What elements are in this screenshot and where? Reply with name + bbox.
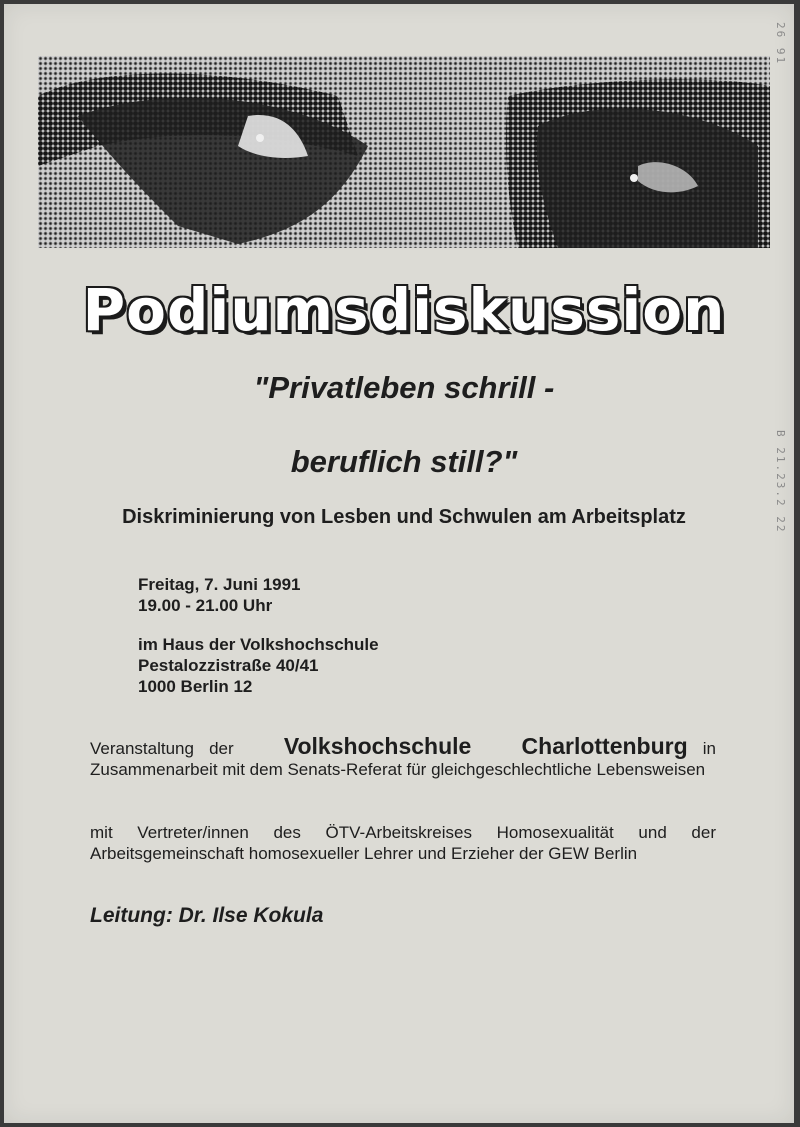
venue-street: Pestalozzistraße 40/41 [138, 656, 319, 675]
organizer-suffix: in Zusammenarbeit mit dem Senats-Referat für gleichgeschlechtliche Lebensweisen [90, 739, 716, 779]
moderation-line: Leitung: Dr. Ilse Kokula [90, 904, 324, 927]
date-time-block [138, 574, 301, 616]
archive-number-top: 26 91 [774, 22, 787, 66]
poster-sheet [4, 4, 794, 1123]
organizer-name-2: Charlottenburg [521, 733, 688, 759]
event-time: 19.00 - 21.00 Uhr [138, 596, 273, 615]
headline: Podiumsdiskussion [82, 276, 726, 344]
event-date: Freitag, 7. Juni 1991 [138, 575, 301, 594]
venue-block [138, 634, 379, 697]
organizer-prefix: Veranstaltung der [90, 739, 234, 758]
venue-city: 1000 Berlin 12 [138, 677, 253, 696]
venue-name: im Haus der Volkshochschule [138, 635, 379, 654]
organizer-paragraph [90, 733, 716, 780]
subtitle-line-1: "Privatleben schrill - [253, 370, 555, 405]
eyes-image [38, 56, 770, 248]
subtitle-line-2: beruflich still?" [290, 444, 518, 479]
organizer-name-1: Volkshochschule [283, 733, 472, 759]
halftone-eyes-photo [38, 56, 770, 248]
participants-paragraph: mit Vertreter/innen des ÖTV-Arbeitskreises Homosexualität und der Arbeitsgemeinschaft homosexueller Lehrer und Erzieher der GEW Berlin [90, 823, 716, 863]
archive-stamp-right: B 21.23.2 22 [774, 430, 787, 534]
topic-line: Diskriminierung von Lesben und Schwulen am Arbeitsplatz [122, 506, 686, 528]
